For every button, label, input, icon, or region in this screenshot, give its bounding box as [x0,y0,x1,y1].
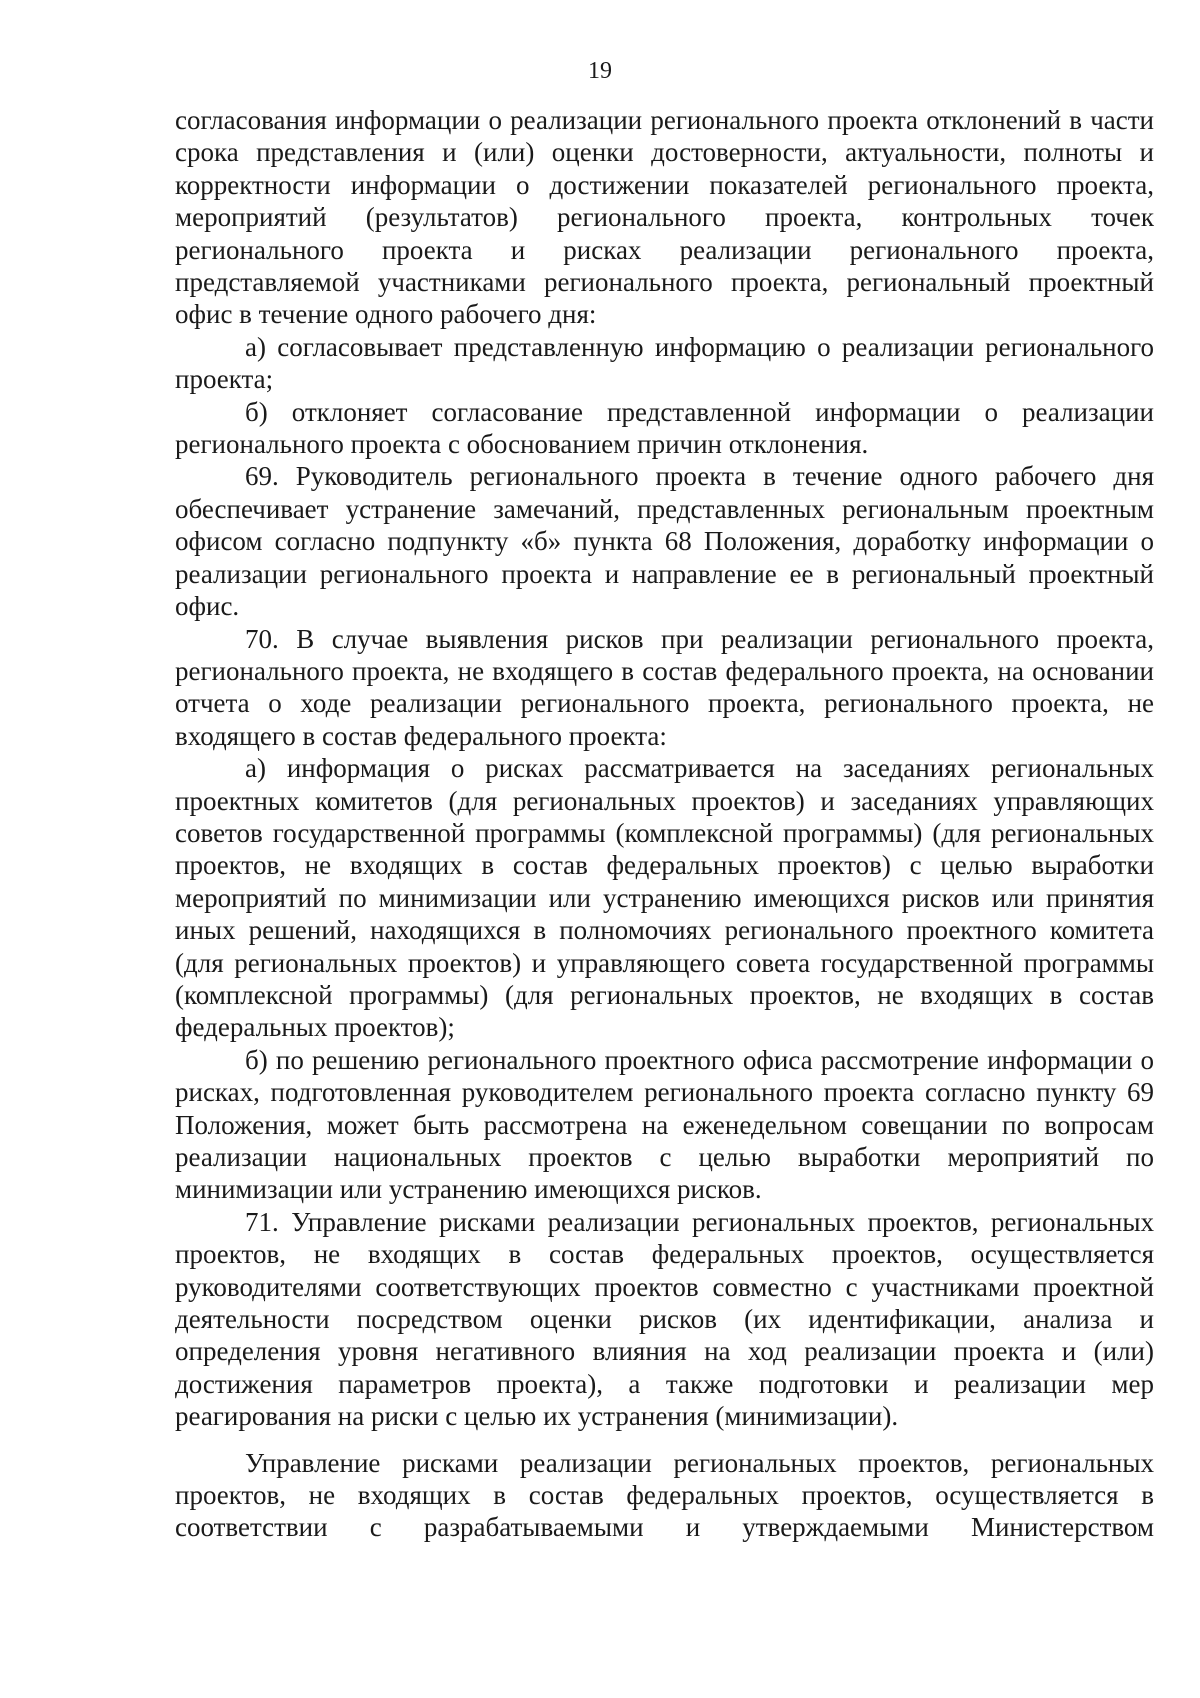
paragraph-70: 70. В случае выявления рисков при реализации регионального проекта, регионального проекта, не входящего в состав федерального проекта, на основании отчета о ходе реализации регионального проекта, регионального проекта, не входящего в состав федерального проекта: [175,623,1154,751]
paragraph-70-item-a: а) информация о рисках рассматривается на заседаниях региональных проектных комитетов (для региональных проектов) и заседаниях управляющих советов государственной программы (комплексной программы) (для региональных проектов, не входящих в состав федеральных проектов) с целью выработки мероприятий по минимизации или устранению имеющихся рисков или принятия иных решений, находящихся в полномочиях регионального проектного комитета (для региональных проектов) и управляющего совета государственной программы (комплексной программы) (для региональных проектов, не входящих в состав федеральных проектов); [175,753,1154,1043]
document-body [175,104,1154,1544]
paragraph-item-b-reject: б) отклоняет согласование представленной информации о реализации регионального проекта с обоснованием причин отклонения. [175,396,1154,460]
page-number: 19 [588,58,612,84]
paragraph-71: 71. Управление рисками реализации региональных проектов, региональных проектов, не входящих в состав федеральных проектов, осуществляется руководителями соответствующих проектов совместно с участниками проектной деятельности посредством оценки рисков (их идентификации, анализа и определения уровня негативного влияния на ход реализации проекта и (или) достижения параметров проекта), а также подготовки и реализации мер реагирования на риски с целью их устранения (минимизации). [175,1206,1154,1432]
paragraph-risk-management: Управление рисками реализации региональных проектов, региональных проектов, не входящих в состав федеральных проектов, осуществляется в соответствии с разрабатываемыми и утверждаемыми Министерством [175,1447,1154,1543]
paragraph-69: 69. Руководитель регионального проекта в течение одного рабочего дня обеспечивает устранение замечаний, представленных региональным проектным офисом согласно подпункту «б» пункта 68 Положения, доработку информации о реализации регионального проекта и направление ее в региональный проектный офис. [175,461,1154,622]
paragraph-continuation: согласования информации о реализации регионального проекта отклонений в части срока представления и (или) оценки достоверности, актуальности, полноты и корректности информации о достижении показателей регионального проекта, мероприятий (результатов) регионального проекта, контрольных точек регионального проекта и рисках реализации регионального проекта, представляемой участниками регионального проекта, региональный проектный офис в течение одного рабочего дня: [175,105,1154,330]
paragraph-70-item-b: б) по решению регионального проектного офиса рассмотрение информации о рисках, подготовленная руководителем регионального проекта согласно пункту 69 Положения, может быть рассмотрена на еженедельном совещании по вопросам реализации национальных проектов с целью выработки мероприятий по минимизации или устранению имеющихся рисков. [175,1044,1154,1205]
paragraph-item-a-approve: а) согласовывает представленную информацию о реализации регионального проекта; [175,331,1154,395]
